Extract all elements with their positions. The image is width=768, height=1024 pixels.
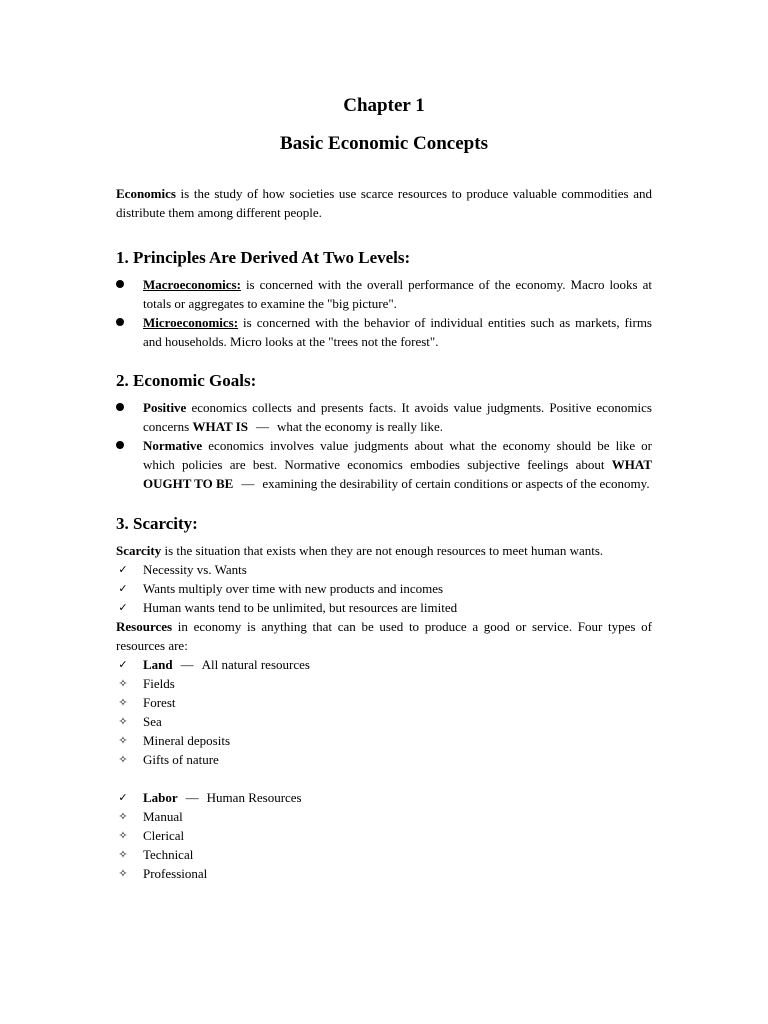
diamond-icon: ✧ bbox=[118, 677, 128, 690]
scarcity-paragraph bbox=[116, 541, 652, 560]
chapter-number: Chapter 1 bbox=[343, 95, 425, 116]
em-dash: — bbox=[255, 419, 269, 434]
list-item bbox=[116, 826, 652, 845]
section3-heading: 3. Scarcity: bbox=[116, 514, 198, 533]
intro-paragraph bbox=[116, 184, 652, 222]
check-icon: ✓ bbox=[118, 658, 128, 671]
macro-text: is concerned with the overall performance of the economy. Macro looks at totals or aggregates to examine the "big picture". bbox=[143, 277, 652, 311]
list-item bbox=[116, 864, 652, 883]
land-item-text: Fields bbox=[143, 676, 175, 691]
land-item-text: Sea bbox=[143, 714, 162, 729]
normative-emph: WHAT OUGHT TO BE bbox=[143, 457, 652, 491]
section1-heading: 1. Principles Are Derived At Two Levels: bbox=[116, 248, 411, 267]
scarcity-text: is the situation that exists when they are not enough resources to meet human wants. bbox=[161, 543, 604, 558]
bullet-icon bbox=[116, 280, 124, 288]
land-list bbox=[116, 655, 652, 769]
bullet-icon bbox=[116, 441, 124, 449]
diamond-icon: ✧ bbox=[118, 753, 128, 766]
document-page bbox=[116, 94, 652, 883]
check-item-text: Human wants tend to be unlimited, but resources are limited bbox=[143, 600, 458, 615]
positive-term: Positive bbox=[143, 400, 187, 415]
list-item bbox=[116, 788, 652, 807]
labor-item-text: Clerical bbox=[143, 828, 185, 843]
resources-text: in economy is anything that can be used to produce a good or service. Four types of resources are: bbox=[116, 619, 652, 653]
section2-heading: 2. Economic Goals: bbox=[116, 371, 257, 390]
land-term: Land bbox=[143, 657, 173, 672]
positive-text-2: what the economy is really like. bbox=[276, 419, 444, 434]
normative-term: Normative bbox=[143, 438, 203, 453]
labor-item-text: Professional bbox=[143, 866, 208, 881]
list-item bbox=[116, 275, 652, 313]
labor-list bbox=[116, 788, 652, 883]
check-icon: ✓ bbox=[118, 791, 128, 804]
list-item bbox=[116, 436, 652, 493]
bullet-icon bbox=[116, 403, 124, 411]
check-icon: ✓ bbox=[118, 601, 128, 614]
diamond-icon: ✧ bbox=[118, 867, 128, 880]
check-item-text: Necessity vs. Wants bbox=[143, 562, 247, 577]
land-item-text: Mineral deposits bbox=[143, 733, 231, 748]
list-item bbox=[116, 693, 652, 712]
list-item bbox=[116, 313, 652, 351]
intro-text: is the study of how societies use scarce resources to produce valuable commodities and distribute them among different people. bbox=[116, 186, 652, 220]
list-item bbox=[116, 845, 652, 864]
labor-item-text: Manual bbox=[143, 809, 183, 824]
land-item-text: Forest bbox=[143, 695, 176, 710]
bullet-icon bbox=[116, 318, 124, 326]
em-dash: — bbox=[241, 476, 255, 491]
list-item bbox=[116, 655, 652, 674]
check-item-text: Wants multiply over time with new products and incomes bbox=[143, 581, 444, 596]
list-item bbox=[116, 598, 652, 617]
spacer bbox=[116, 769, 652, 788]
micro-term: Microeconomics: bbox=[143, 315, 239, 330]
chapter-title: Basic Economic Concepts bbox=[280, 133, 488, 154]
diamond-icon: ✧ bbox=[118, 829, 128, 842]
land-desc: All natural resources bbox=[201, 657, 310, 672]
labor-item-text: Technical bbox=[143, 847, 194, 862]
diamond-icon: ✧ bbox=[118, 848, 128, 861]
diamond-icon: ✧ bbox=[118, 734, 128, 747]
list-item bbox=[116, 398, 652, 436]
resources-term: Resources bbox=[116, 619, 173, 634]
section1-list bbox=[116, 275, 652, 351]
scarcity-term: Scarcity bbox=[116, 543, 162, 558]
check-icon: ✓ bbox=[118, 582, 128, 595]
micro-text: is concerned with the behavior of individual entities such as markets, firms and households. Micro looks at the "trees not the forest". bbox=[143, 315, 652, 349]
labor-term: Labor bbox=[143, 790, 178, 805]
diamond-icon: ✧ bbox=[118, 696, 128, 709]
scarcity-checklist bbox=[116, 560, 652, 617]
positive-text: economics collects and presents facts. It avoids value judgments. Positive economics concerns bbox=[143, 400, 652, 434]
em-dash: — bbox=[185, 790, 199, 805]
section2-list bbox=[116, 398, 652, 493]
positive-emph: WHAT IS bbox=[192, 419, 248, 434]
em-dash: — bbox=[180, 657, 194, 672]
normative-text: economics involves value judgments about what the economy should be like or which policies are best. Normative economics embodies subjective feelings about bbox=[143, 438, 652, 472]
list-item bbox=[116, 560, 652, 579]
macro-term: Macroeconomics: bbox=[143, 277, 241, 292]
list-item bbox=[116, 712, 652, 731]
diamond-icon: ✧ bbox=[118, 810, 128, 823]
list-item bbox=[116, 750, 652, 769]
intro-term: Economics bbox=[116, 186, 176, 201]
list-item bbox=[116, 731, 652, 750]
land-item-text: Gifts of nature bbox=[143, 752, 219, 767]
list-item bbox=[116, 674, 652, 693]
diamond-icon: ✧ bbox=[118, 715, 128, 728]
labor-desc: Human Resources bbox=[206, 790, 302, 805]
resources-paragraph bbox=[116, 617, 652, 655]
list-item bbox=[116, 579, 652, 598]
list-item bbox=[116, 807, 652, 826]
normative-text-2: examining the desirability of certain conditions or aspects of the economy. bbox=[262, 476, 650, 491]
check-icon: ✓ bbox=[118, 563, 128, 576]
